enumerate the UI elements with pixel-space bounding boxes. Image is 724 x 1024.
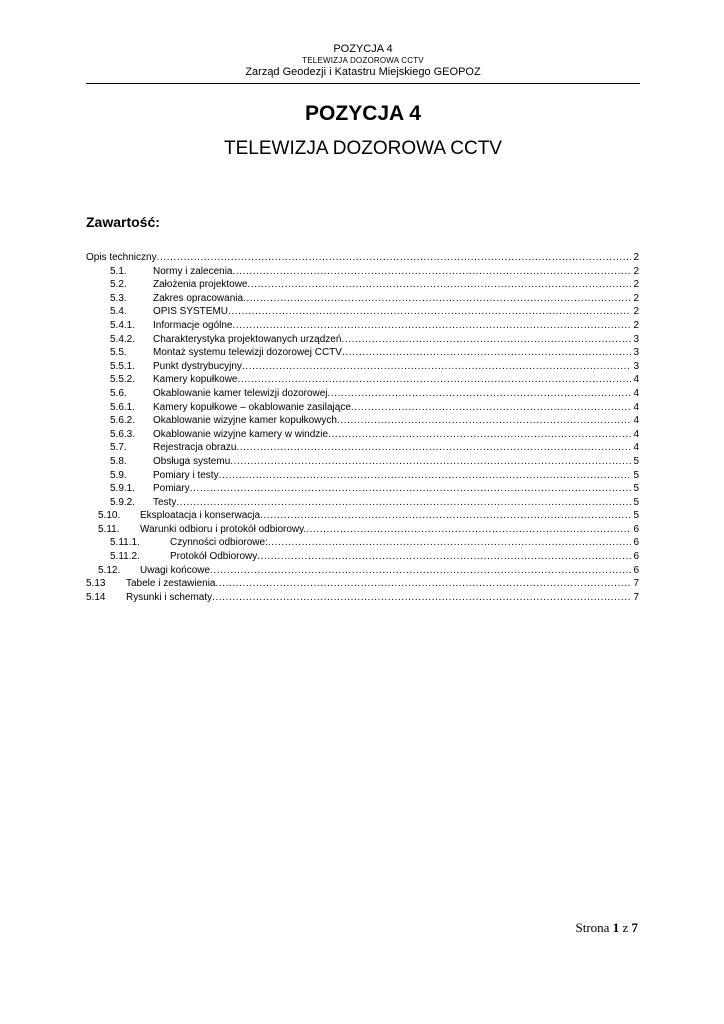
toc-entry-title: Montaż systemu telewizji dozorowej CCTV: [153, 347, 342, 359]
toc-entry-number: 5.14: [86, 591, 106, 603]
toc-entry-page: 5: [633, 455, 639, 467]
toc-entry-title: Punkt dystrybucyjny: [153, 360, 242, 372]
toc-entry-page: 3: [633, 333, 639, 345]
toc-entry-number: 5.6.1.: [110, 401, 136, 413]
toc-entry-title: OPIS SYSTEMU: [153, 306, 229, 318]
toc-dot-leader: [210, 564, 631, 578]
toc-entry[interactable]: [86, 360, 639, 374]
page-label: Strona: [575, 920, 610, 935]
toc-entry-title: Kamery kopułkowe – okablowanie zasilające: [153, 401, 351, 413]
toc-entry-number: 5.1.: [110, 265, 127, 277]
toc-entry-page: 2: [633, 252, 639, 263]
current-page: 1: [612, 920, 620, 935]
toc-dot-leader: [243, 292, 631, 306]
toc-entry-page: 6: [633, 551, 639, 563]
toc-entry-number: 5.4.2.: [110, 333, 136, 345]
toc-entry-number: 5.6.: [110, 387, 127, 399]
toc-entry[interactable]: [86, 346, 639, 360]
toc-entry-number: 5.6.2.: [110, 415, 136, 427]
toc-entry-title: Okablowanie wizyjne kamer kopułkowych: [153, 415, 337, 427]
toc-entry[interactable]: [86, 373, 639, 387]
toc-dot-leader: [233, 319, 632, 333]
toc-entry[interactable]: [86, 428, 639, 442]
toc-dot-leader: [328, 428, 631, 442]
toc-entry[interactable]: [86, 278, 639, 292]
toc-entry-title: Eksploatacja i konserwacja: [140, 510, 261, 522]
toc-entry-title: Czynności odbiorowe:: [170, 537, 268, 549]
toc-dot-leader: [176, 496, 631, 510]
toc-entry[interactable]: [86, 577, 639, 591]
toc-entry-number: 5.7.: [110, 442, 127, 454]
toc-entry-page: 4: [633, 415, 639, 427]
toc-entry[interactable]: [86, 455, 639, 469]
toc-dot-leader: [306, 523, 631, 537]
toc-dot-leader: [228, 305, 631, 319]
toc-entry-page: 6: [633, 537, 639, 549]
toc-dot-leader: [342, 346, 631, 360]
toc-entry[interactable]: [86, 536, 639, 550]
toc-entry-number: 5.11.2.: [110, 551, 140, 563]
toc-dot-leader: [268, 536, 632, 550]
toc-dot-leader: [341, 333, 631, 347]
toc-dot-leader: [212, 591, 631, 605]
toc-entry[interactable]: [86, 251, 639, 265]
toc-entry-title: Obsługa systemu: [153, 455, 231, 467]
toc-entry-page: 2: [633, 292, 639, 304]
toc-entry[interactable]: [86, 523, 639, 537]
toc-dot-leader: [216, 577, 632, 591]
toc-entry[interactable]: [86, 292, 639, 306]
toc-entry-title: Warunki odbioru i protokół odbiorowy.: [140, 523, 307, 535]
toc-entry[interactable]: [86, 333, 639, 347]
toc-entry[interactable]: [86, 414, 639, 428]
toc-entry-title: Rejestracja obrazu: [153, 442, 237, 454]
toc-entry-number: 5.3.: [110, 292, 127, 304]
toc-entry-title: Założenia projektowe: [153, 279, 248, 291]
page-of-label: z: [622, 920, 629, 935]
toc-dot-leader: [337, 414, 631, 428]
header-organization: Zarząd Geodezji i Katastru Miejskiego GEOPOZ: [245, 66, 481, 78]
toc-entry-title: Charakterystyka projektowanych urządzeń: [153, 333, 342, 345]
toc-dot-leader: [157, 251, 632, 265]
toc-entry[interactable]: [86, 496, 639, 510]
toc-entry-number: 5.5.: [110, 347, 127, 359]
toc-entry-title: Okablowanie wizyjne kamery w windzie: [153, 428, 329, 440]
table-of-contents: [86, 251, 639, 604]
toc-entry-page: 2: [633, 306, 639, 318]
toc-dot-leader: [242, 360, 632, 374]
toc-entry-page: 6: [633, 523, 639, 535]
toc-entry-number: 5.5.2.: [110, 374, 136, 386]
toc-entry-page: 5: [633, 483, 639, 495]
toc-dot-leader: [257, 550, 631, 564]
toc-entry-page: 3: [633, 360, 639, 372]
toc-entry-title: Rysunki i schematy: [126, 591, 213, 603]
toc-entry-page: 7: [633, 591, 639, 603]
toc-entry-title: Normy i zalecenia: [153, 265, 233, 277]
toc-entry-title: Pomiary: [153, 483, 190, 495]
toc-entry[interactable]: [86, 509, 639, 523]
toc-entry[interactable]: [86, 265, 639, 279]
toc-dot-leader: [351, 401, 632, 415]
toc-entry-page: 6: [633, 564, 639, 576]
toc-entry-number: 5.13: [86, 578, 106, 590]
total-pages: 7: [631, 920, 638, 935]
toc-entry-title: Kamery kopułkowe: [153, 374, 238, 386]
toc-entry-number: 5.9.2.: [110, 496, 136, 508]
toc-entry-page: 7: [633, 578, 639, 590]
toc-dot-leader: [230, 455, 631, 469]
toc-entry-number: 5.8.: [110, 455, 127, 467]
running-header: [86, 43, 640, 79]
toc-entry-title: Tabele i zestawienia: [126, 578, 216, 590]
document-title: POZYCJA 4: [305, 102, 421, 125]
toc-entry[interactable]: [86, 564, 639, 578]
toc-heading: Zawartość:: [86, 214, 160, 230]
toc-entry-title: Zakres opracowania: [153, 292, 244, 304]
toc-entry-page: 5: [633, 496, 639, 508]
toc-entry-title: Informacje ogólne: [153, 319, 233, 331]
toc-entry-page: 5: [633, 469, 639, 481]
toc-entry[interactable]: [86, 441, 639, 455]
toc-entry-page: 2: [633, 279, 639, 291]
toc-entry-page: 2: [633, 319, 639, 331]
toc-entry-page: 4: [633, 387, 639, 399]
toc-dot-leader: [232, 265, 631, 279]
toc-entry[interactable]: [86, 591, 639, 605]
header-subject: TELEWIZJA DOZOROWA CCTV: [302, 56, 424, 65]
toc-entry-number: 5.9.: [110, 469, 127, 481]
toc-entry-page: 4: [633, 428, 639, 440]
toc-entry-number: 5.5.1.: [110, 360, 136, 372]
toc-dot-leader: [328, 387, 632, 401]
toc-entry[interactable]: [86, 319, 639, 333]
toc-dot-leader: [248, 278, 632, 292]
toc-dot-leader: [237, 373, 631, 387]
toc-entry-title: Okablowanie kamer telewizji dozorowej: [153, 387, 328, 399]
toc-dot-leader: [236, 441, 631, 455]
toc-entry-number: 5.6.3.: [110, 428, 136, 440]
toc-entry-title: Opis techniczny: [86, 252, 157, 263]
toc-entry[interactable]: [86, 387, 639, 401]
toc-entry-number: 5.2.: [110, 279, 127, 291]
toc-entry-page: 2: [633, 265, 639, 277]
toc-entry-page: 4: [633, 401, 639, 413]
header-divider: [86, 83, 640, 84]
toc-entry-number: 5.11.1.: [110, 537, 140, 549]
toc-entry-page: 4: [633, 374, 639, 386]
header-position: POZYCJA 4: [333, 43, 393, 55]
toc-entry[interactable]: [86, 550, 639, 564]
toc-entry-title: Uwagi końcowe: [140, 564, 211, 576]
toc-entry-page: 5: [633, 510, 639, 522]
toc-entry-number: 5.4.1.: [110, 319, 136, 331]
toc-entry-number: 5.11.: [98, 523, 120, 535]
page-number: [576, 920, 638, 936]
toc-entry[interactable]: [86, 401, 639, 415]
toc-dot-leader: [219, 469, 632, 483]
toc-entry[interactable]: [86, 482, 639, 496]
toc-entry-title: Protokół Odbiorowy: [170, 551, 258, 563]
toc-entry[interactable]: [86, 469, 639, 483]
toc-entry-number: 5.12.: [98, 564, 121, 576]
document-subtitle: TELEWIZJA DOZOROWA CCTV: [224, 138, 502, 159]
toc-entry-number: 5.10.: [98, 510, 121, 522]
toc-entry-number: 5.4.: [110, 306, 127, 318]
toc-dot-leader: [190, 482, 632, 496]
toc-entry-title: Pomiary i testy: [153, 469, 219, 481]
toc-entry[interactable]: [86, 305, 639, 319]
toc-dot-leader: [260, 509, 631, 523]
toc-entry-number: 5.9.1.: [110, 483, 136, 495]
toc-entry-page: 4: [633, 442, 639, 454]
toc-entry-page: 3: [633, 347, 639, 359]
toc-entry-title: Testy: [153, 496, 177, 508]
